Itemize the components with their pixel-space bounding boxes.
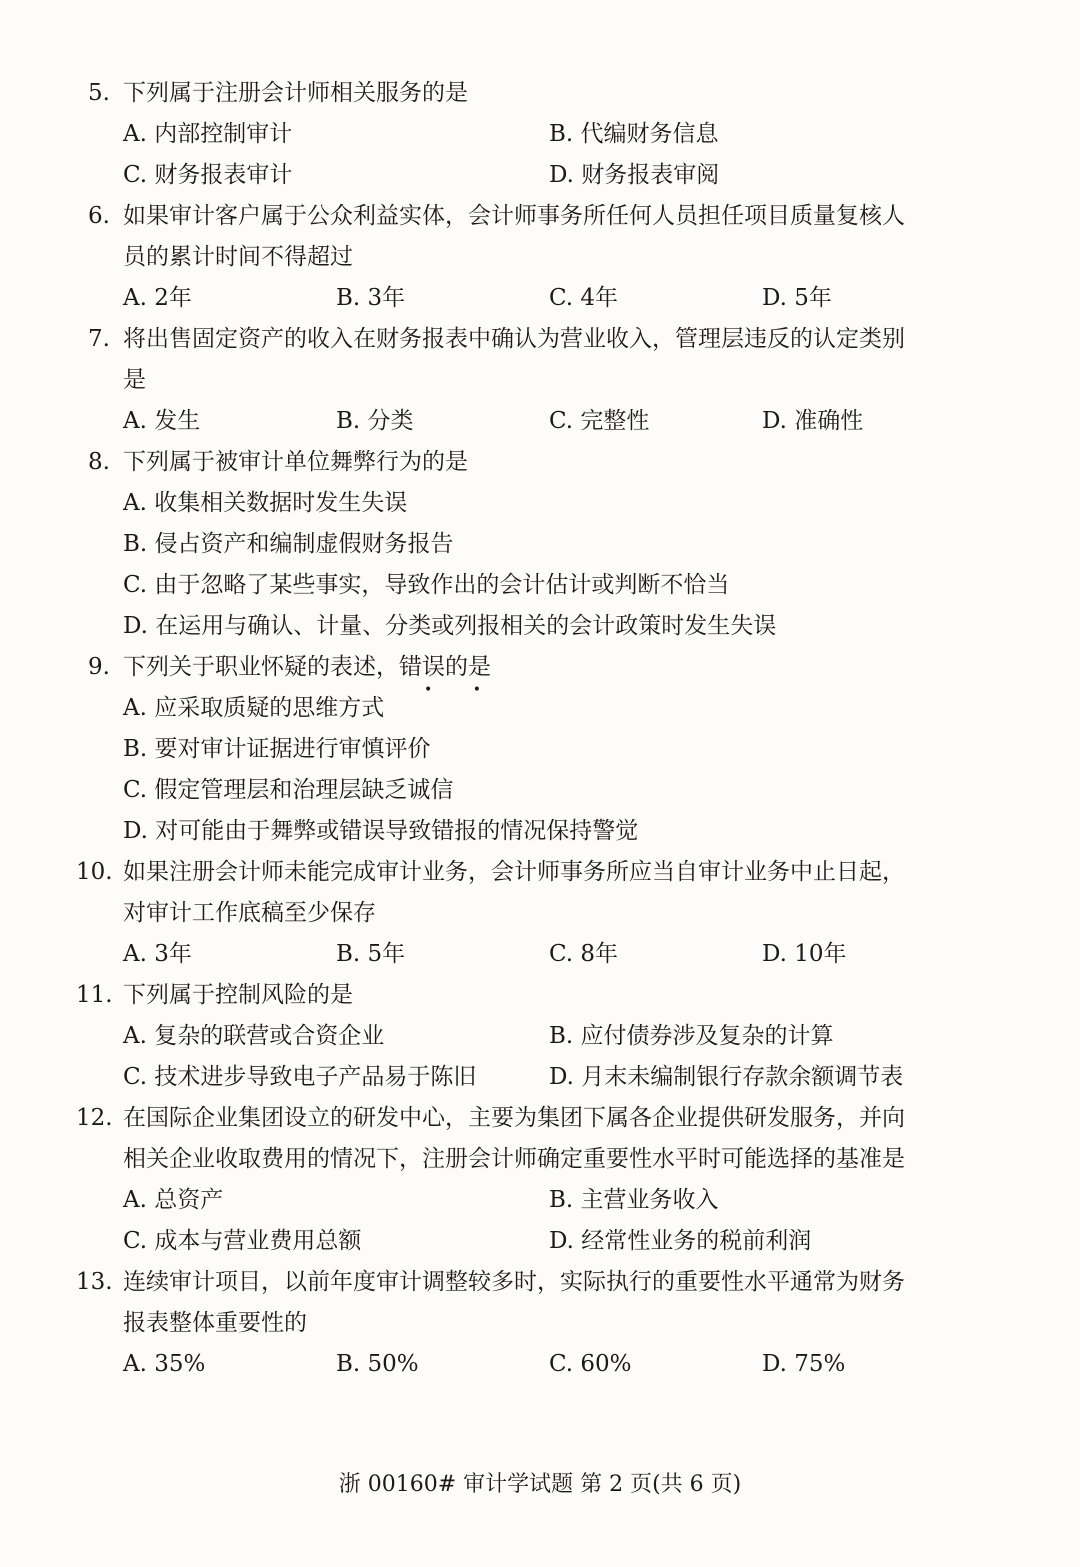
question-7-stem-line-2: 是: [123, 367, 146, 393]
question-6-stem-line-2: 员的累计时间不得超过: [123, 244, 353, 270]
question-10-option-c: C. 8年: [549, 941, 619, 967]
question-11-number: 11.: [76, 982, 113, 1008]
question-13-option-b: B. 50%: [336, 1351, 419, 1377]
question-11-option-c: C. 技术进步导致电子产品易于陈旧: [123, 1064, 477, 1090]
question-9-option-d: D. 对可能由于舞弊或错误导致错报的情况保持警觉: [123, 818, 639, 844]
emphasis-dots: • •: [424, 682, 499, 698]
question-8-stem: 下列属于被审计单位舞弊行为的是: [123, 449, 468, 475]
question-7-option-c: C. 完整性: [549, 408, 650, 434]
question-5-option-d: D. 财务报表审阅: [549, 162, 720, 188]
question-11-option-a: A. 复杂的联营或合资企业: [123, 1023, 385, 1049]
question-13-option-c: C. 60%: [549, 1351, 632, 1377]
question-11-option-b: B. 应付债券涉及复杂的计算: [549, 1023, 834, 1049]
question-12-option-d: D. 经常性业务的税前利润: [549, 1228, 812, 1254]
question-13-number: 13.: [76, 1269, 113, 1295]
page-footer: 浙 00160# 审计学试题 第 2 页(共 6 页): [338, 1472, 742, 1497]
question-12-stem-line-2: 相关企业收取费用的情况下，注册会计师确定重要性水平时可能选择的基准是: [123, 1146, 905, 1172]
question-5-stem: 下列属于注册会计师相关服务的是: [123, 80, 468, 106]
question-12-option-c: C. 成本与营业费用总额: [123, 1228, 362, 1254]
question-7-stem-line-1: 将出售固定资产的收入在财务报表中确认为营业收入，管理层违反的认定类别: [123, 326, 905, 352]
question-12-number: 12.: [76, 1105, 113, 1131]
question-10-option-d: D. 10年: [762, 941, 847, 967]
question-5-option-c: C. 财务报表审计: [123, 162, 293, 188]
question-12-stem-line-1: 在国际企业集团设立的研发中心，主要为集团下属各企业提供研发服务，并向: [123, 1105, 905, 1131]
question-10-stem-line-2: 对审计工作底稿至少保存: [123, 900, 376, 926]
question-5-option-a: A. 内部控制审计: [123, 121, 293, 147]
question-13-stem-line-2: 报表整体重要性的: [123, 1310, 307, 1336]
question-10-option-b: B. 5年: [336, 941, 406, 967]
question-7-option-a: A. 发生: [123, 408, 201, 434]
question-11-stem: 下列属于控制风险的是: [123, 982, 353, 1008]
question-13-option-a: A. 35%: [123, 1351, 206, 1377]
question-6-option-c: C. 4年: [549, 285, 619, 311]
question-5-option-b: B. 代编财务信息: [549, 121, 719, 147]
question-7-number: 7.: [88, 326, 110, 352]
question-5-number: 5.: [88, 80, 110, 106]
question-9-option-b: B. 要对审计证据进行审慎评价: [123, 736, 431, 762]
question-6-option-b: B. 3年: [336, 285, 406, 311]
question-7-option-d: D. 准确性: [762, 408, 864, 434]
question-8-option-c: C. 由于忽略了某些事实，导致作出的会计估计或判断不恰当: [123, 572, 730, 598]
question-8-option-d: D. 在运用与确认、计量、分类或列报相关的会计政策时发生失误: [123, 613, 777, 639]
question-8-option-a: A. 收集相关数据时发生失误: [123, 490, 408, 516]
question-6-number: 6.: [88, 203, 110, 229]
question-9-stem: 下列关于职业怀疑的表述，错误的是: [123, 654, 491, 680]
question-7-option-b: B. 分类: [336, 408, 414, 434]
question-9-option-a: A. 应采取质疑的思维方式: [123, 695, 385, 721]
question-8-option-b: B. 侵占资产和编制虚假财务报告: [123, 531, 454, 557]
question-6-option-a: A. 2年: [123, 285, 192, 311]
question-12-option-a: A. 总资产: [123, 1187, 224, 1213]
question-6-option-d: D. 5年: [762, 285, 832, 311]
question-8-number: 8.: [88, 449, 110, 475]
question-11-option-d: D. 月末未编制银行存款余额调节表: [549, 1064, 904, 1090]
question-6-stem-line-1: 如果审计客户属于公众利益实体，会计师事务所任何人员担任项目质量复核人: [123, 203, 905, 229]
question-13-stem-line-1: 连续审计项目，以前年度审计调整较多时，实际执行的重要性水平通常为财务: [123, 1269, 905, 1295]
question-9-option-c: C. 假定管理层和治理层缺乏诚信: [123, 777, 454, 803]
question-10-number: 10.: [76, 859, 113, 885]
question-9-number: 9.: [88, 654, 110, 680]
question-10-option-a: A. 3年: [123, 941, 192, 967]
question-13-option-d: D. 75%: [762, 1351, 846, 1377]
question-12-option-b: B. 主营业务收入: [549, 1187, 719, 1213]
question-10-stem-line-1: 如果注册会计师未能完成审计业务，会计师事务所应当自审计业务中止日起，: [123, 859, 905, 885]
